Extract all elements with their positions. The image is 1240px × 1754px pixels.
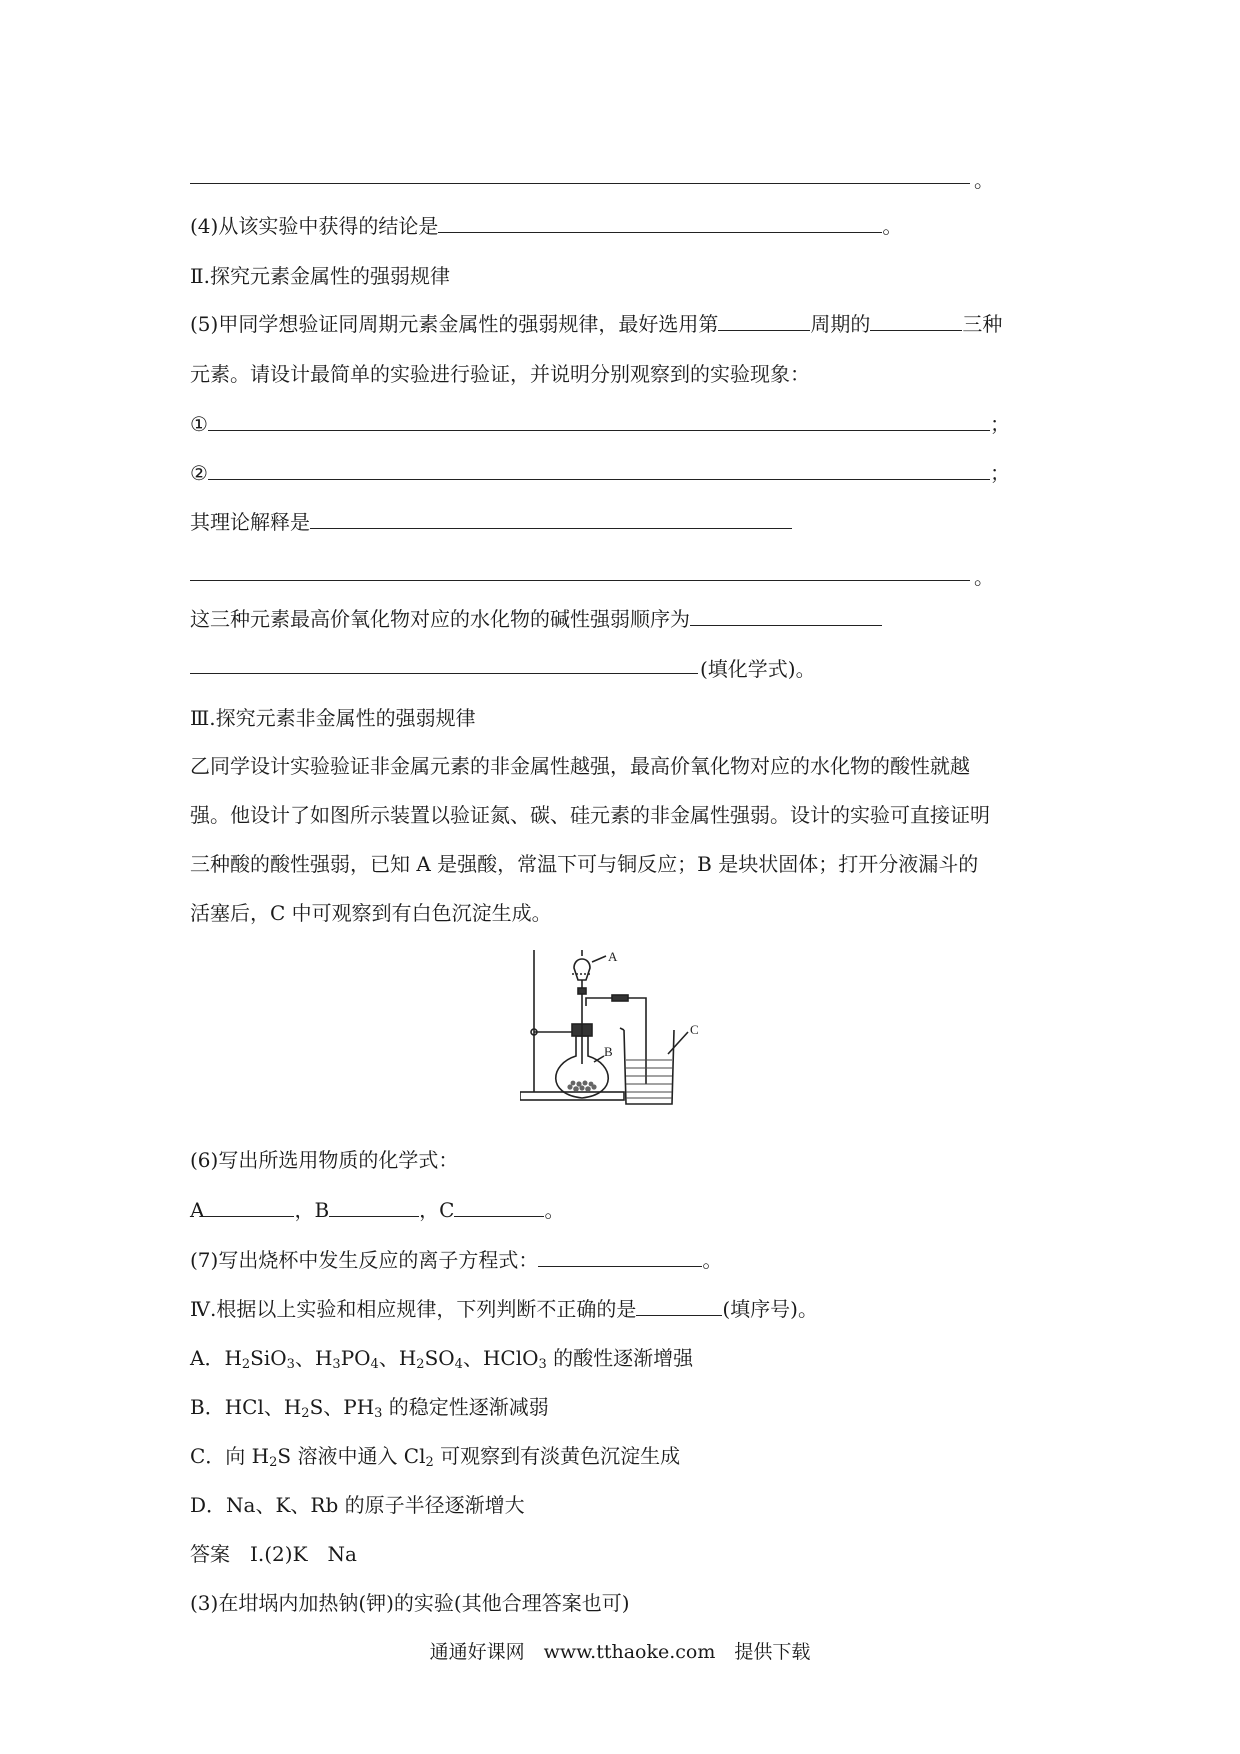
label-b: B <box>604 1044 613 1059</box>
answer-blank <box>310 508 792 529</box>
section-heading-iii: Ⅲ.探究元素非金属性的强弱规律 <box>190 706 476 730</box>
answer-blank-line <box>190 580 970 581</box>
label-c: C <box>690 1022 699 1037</box>
paragraph-line: 三种酸的酸性强弱，已知 A 是强酸，常温下可与铜反应；B 是块状固体；打开分液漏斗的 <box>190 852 979 876</box>
solid-b <box>567 1081 596 1092</box>
period-mark: 。 <box>974 168 994 192</box>
question-7: (7)写出烧杯中发生反应的离子方程式： 。 <box>190 1248 723 1272</box>
rubber-tube <box>612 995 628 1001</box>
period-mark: 。 <box>974 565 994 589</box>
beaker <box>624 1030 674 1104</box>
question-5-line2: 元素。请设计最简单的实验进行验证，并说明分别观察到的实验现象： <box>190 362 810 386</box>
theory-line: 其理论解释是 <box>190 508 792 536</box>
option-d: D．Na、K、Rb 的原子半径逐渐增大 <box>190 1493 525 1517</box>
answer-heading: 答案 Ⅰ.(2)K Na <box>190 1542 357 1566</box>
basicity-line: 这三种元素最高价氧化物对应的水化物的碱性强弱顺序为 <box>190 605 882 633</box>
solution-c <box>626 1060 672 1098</box>
answer-blank <box>208 410 990 431</box>
experiment-apparatus-figure <box>520 944 730 1114</box>
answer-blank <box>718 310 810 331</box>
answer-blank <box>690 605 882 626</box>
answer-blank <box>204 1196 294 1217</box>
label-a: A <box>608 949 618 964</box>
paragraph-line: 乙同学设计实验验证非金属元素的非金属性越强，最高价氧化物对应的水化物的酸性就越 <box>190 754 970 778</box>
answer-blank <box>208 459 990 480</box>
question-4: (4)从该实验中获得的结论是 。 <box>190 214 903 238</box>
answer-item-2: ② ； <box>190 461 1010 485</box>
paragraph-line: 强。他设计了如图所示装置以验证氮、碳、硅元素的非金属性强弱。设计的实验可直接证明 <box>190 803 990 827</box>
option-a: A．$H_2SiO_3$、$H_3PO_4$、$H_2SO_4$、HClO$_3$ 的酸性逐渐增强 <box>190 1346 694 1372</box>
paragraph-line: 活塞后，C 中可观察到有白色沉淀生成。 <box>190 901 552 925</box>
answer-item-1: ① ； <box>190 412 1010 436</box>
fill-formula-note: (填化学式)。 <box>700 657 816 681</box>
question-6-answers: A ，B ，C 。 <box>190 1198 565 1222</box>
delivery-tube <box>586 998 646 1084</box>
footer-source: 通通好课网 www.tthaoke.com 提供下载 <box>429 1641 811 1663</box>
option-c: C．向 $H_2S$ 溶液中通入 $Cl_2$ 可观察到有淡黄色沉淀生成 <box>190 1444 681 1470</box>
answer-blank-line <box>190 183 970 184</box>
answer-blank <box>438 212 882 233</box>
answer-blank <box>538 1246 702 1267</box>
question-6: (6)写出所选用物质的化学式： <box>190 1148 459 1172</box>
section-heading-ii: Ⅱ.探究元素金属性的强弱规律 <box>190 264 450 288</box>
question-5-line1: (5)甲同学想验证同周期元素金属性的强弱规律，最好选用第 周期的 三种 <box>190 312 1003 336</box>
answer-blank <box>454 1196 544 1217</box>
answer-blank-line <box>190 673 698 674</box>
answer-blank <box>870 310 962 331</box>
answer-blank <box>636 1295 722 1316</box>
separatory-funnel <box>574 959 590 980</box>
answer-3: (3)在坩埚内加热钠(钾)的实验(其他合理答案也可) <box>190 1591 630 1615</box>
answer-blank <box>329 1196 419 1217</box>
section-heading-iv: Ⅳ.根据以上实验和相应规律，下列判断不正确的是 (填序号)。 <box>190 1297 818 1321</box>
option-b: B．HCl、$H_2S$、$PH_3$ 的稳定性逐渐减弱 <box>190 1395 549 1421</box>
